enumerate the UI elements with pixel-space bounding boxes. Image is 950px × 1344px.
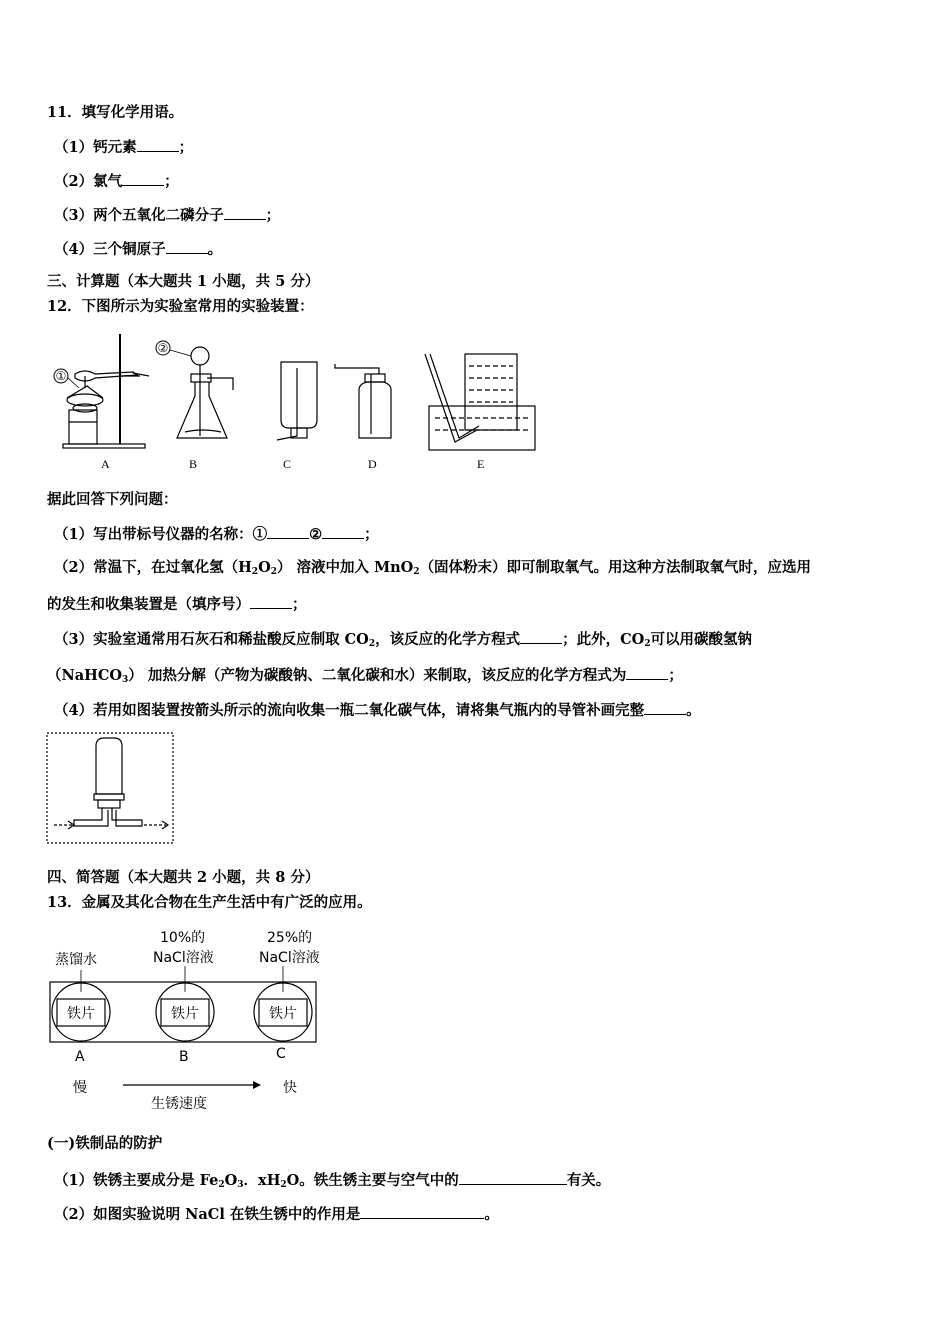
apparatus-e-icon	[425, 354, 535, 450]
apparatus-label-b: B	[189, 457, 198, 471]
q12-part-1: （1）写出带标号仪器的名称：① ② ；	[54, 526, 379, 543]
q12-part-3: （3）实验室通常用石灰石和稀盐酸反应制取 $CO_2$，该反应的化学方程式 ；此外，$CO_2$可以用碳酸氢钠	[54, 631, 753, 649]
apparatus-label-d: D	[368, 457, 377, 471]
answer-blank[interactable]	[644, 700, 686, 715]
apparatus-a-icon	[63, 334, 149, 448]
iron-piece-label-a: 铁片	[67, 1006, 95, 1022]
q11-item-2: （2）氯气 ；	[54, 173, 179, 190]
section-4-heading: 四、简答题（本大题共 2 小题，共 8 分）	[47, 869, 320, 886]
dish-label-c: C	[276, 1046, 286, 1062]
answer-blank[interactable]	[360, 1204, 484, 1219]
q12-part-3-cont: （NaHCO$_3$） 加热分解（产物为碳酸钠、二氧化碳和水）来制取，该反应的化学方程式为 ；	[47, 667, 683, 685]
apparatus-figure	[45, 328, 545, 476]
q11-title: 11．填写化学用语。	[47, 104, 184, 121]
speed-slow: 慢	[73, 1080, 87, 1096]
section-3-heading: 三、计算题（本大题共 1 小题，共 5 分）	[47, 273, 320, 290]
answer-blank[interactable]	[137, 137, 179, 152]
speed-fast: 快	[283, 1080, 297, 1096]
iron-piece-label-b: 铁片	[171, 1006, 199, 1022]
apparatus-label-e: E	[477, 457, 485, 471]
marker-1: ①	[55, 369, 67, 383]
q11-item-1: （1）钙元素 ；	[54, 139, 194, 156]
q13-title: 13．金属及其化合物在生产生活中有广泛的应用。	[47, 894, 372, 911]
apparatus-d-icon	[335, 364, 391, 438]
answer-blank[interactable]	[520, 629, 562, 644]
gas-collection-figure	[46, 732, 174, 844]
q12-title: 12．下图所示为实验室常用的实验装置：	[47, 298, 314, 315]
q11-item-4: （4）三个铜原子 。	[54, 241, 223, 258]
flow-arrow-out-icon	[144, 821, 168, 829]
answer-blank[interactable]	[459, 1170, 567, 1185]
apparatus-c-icon	[277, 362, 317, 440]
answer-blank[interactable]	[267, 524, 309, 539]
q13-subheading: (一)铁制品的防护	[47, 1135, 163, 1152]
answer-blank[interactable]	[122, 171, 164, 186]
q13-item-1: （1）铁锈主要成分是 $Fe_2O_3$．$xH_2O$。铁生锈主要与空气中的 有关。	[54, 1172, 611, 1190]
solution-water: 蒸馏水	[55, 952, 97, 968]
apparatus-label-c: C	[283, 457, 292, 471]
dish-label-b: B	[179, 1049, 189, 1065]
q12-prompt: 据此回答下列问题：	[47, 491, 178, 508]
rusting-experiment-figure	[47, 924, 337, 1114]
flow-arrow-in-icon	[54, 821, 74, 829]
apparatus-b-icon	[177, 347, 233, 438]
solution-10-percent-nacl: NaCl溶液	[153, 950, 214, 966]
q12-part-2: （2）常温下，在过氧化氢$(H_2O_2)$ 溶液中加入 MnO$_2$（固体粉末）即可制取氧气。用这种方法制取氧气时，应选用	[54, 559, 812, 577]
answer-blank[interactable]	[626, 665, 668, 680]
q11-item-3: （3）两个五氧化二磷分子 ；	[54, 207, 281, 224]
dish-label-a: A	[75, 1049, 85, 1065]
solution-10-percent: 10%的	[160, 930, 206, 946]
q13-item-2: （2）如图实验说明 NaCl 在铁生锈中的作用是 。	[54, 1206, 499, 1223]
answer-blank[interactable]	[322, 524, 364, 539]
solution-25-percent-nacl: NaCl溶液	[259, 950, 320, 966]
speed-axis-label: 生锈速度	[151, 1096, 207, 1112]
q12-part-4: （4）若用如图装置按箭头所示的流向收集一瓶二氧化碳气体，请将集气瓶内的导管补画完整 。	[54, 702, 701, 719]
inverted-bottle-icon	[74, 738, 142, 826]
iron-piece-label-c: 铁片	[269, 1006, 297, 1022]
marker-2: ②	[157, 341, 169, 355]
answer-blank[interactable]	[250, 594, 292, 609]
answer-blank[interactable]	[166, 239, 208, 254]
apparatus-label-a: A	[101, 457, 110, 471]
answer-blank[interactable]	[224, 205, 266, 220]
solution-25-percent: 25%的	[267, 930, 313, 946]
q12-part-2-cont: 的发生和收集装置是（填序号） ；	[47, 596, 307, 613]
